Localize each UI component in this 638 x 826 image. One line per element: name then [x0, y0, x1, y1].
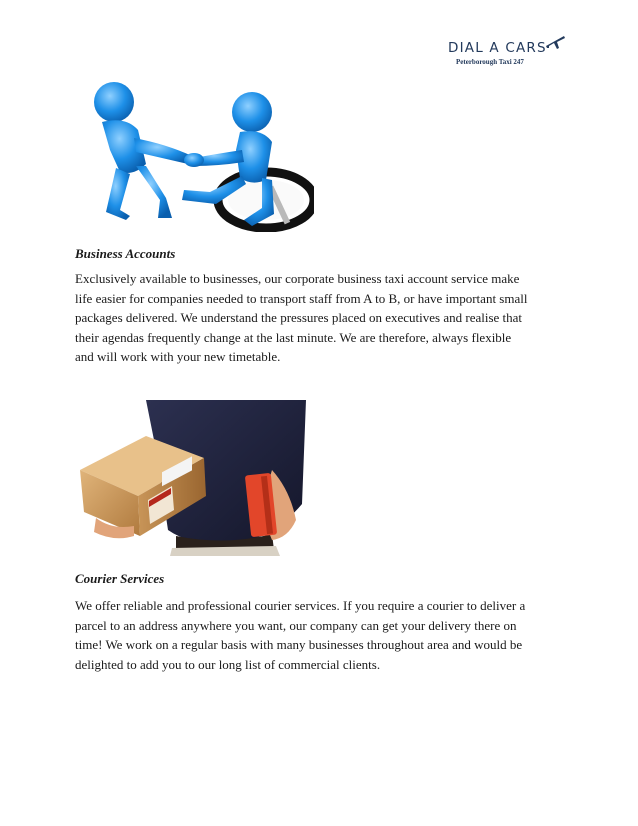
- paragraph-line: packages delivered. We understand the pressures placed on executives and realise that: [75, 310, 523, 325]
- paragraph-line: We offer reliable and professional courier services. If you require a courier to deliver a: [75, 598, 526, 613]
- paragraph-line: life easier for companies needed to transport staff from A to B, or have important small: [75, 290, 528, 306]
- paragraph-line: Exclusively available to businesses, our corporate business taxi account service make: [75, 271, 520, 286]
- paragraph-line: time! We work on a regular basis with many businesses throughout area and would be: [75, 637, 523, 652]
- courier-image: [76, 400, 308, 556]
- business-accounts-paragraph: [75, 269, 563, 367]
- company-logo: [444, 38, 568, 72]
- section-heading-business-accounts: Business Accounts: [75, 246, 176, 261]
- logo-subtitle: Peterborough Taxi 247: [456, 58, 524, 66]
- section-heading-courier-services: Courier Services: [75, 571, 165, 586]
- paragraph-line: parcel to an address anywhere you want, our company can get your delivery there on: [75, 617, 517, 633]
- paragraph-line: and will work with your new timetable.: [75, 349, 281, 364]
- paragraph-line: delighted to add you to our long list of commercial clients.: [75, 656, 381, 672]
- logo-title: DIAL A CARS: [448, 40, 547, 56]
- handshake-image: [76, 80, 314, 232]
- courier-services-paragraph: [75, 596, 563, 674]
- airplane-icon: [544, 34, 566, 50]
- paragraph-line: their agendas frequently change at the last minute. We are therefore, always flexible: [75, 329, 512, 345]
